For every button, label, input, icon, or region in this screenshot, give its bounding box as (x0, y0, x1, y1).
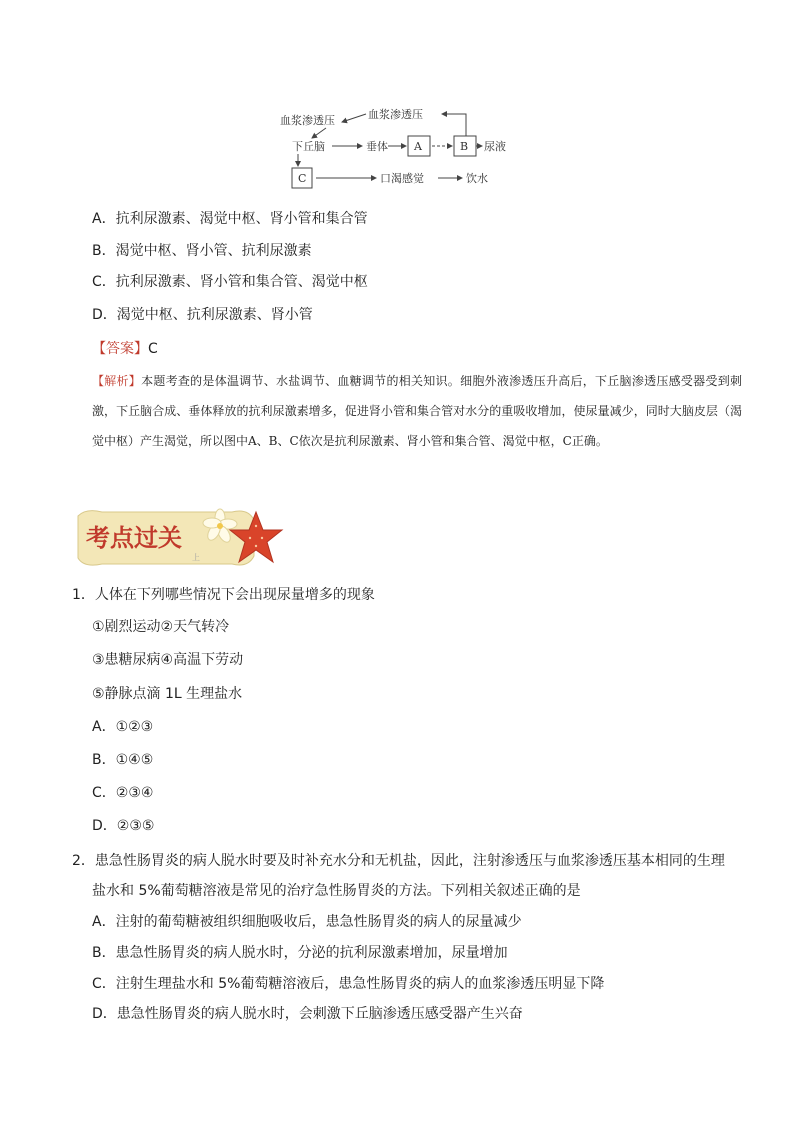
diagram-plasma-top: 血浆渗透压 (368, 108, 423, 121)
analysis-paragraph (92, 366, 742, 456)
banner-title: 考点过关 (86, 523, 182, 552)
diagram-drink: 饮水 (466, 172, 488, 185)
q2-option-d: D．患急性肠胃炎的病人脱水时，会刺激下丘脑渗透压感受器产生兴奋 (92, 1006, 523, 1022)
water-regulation-diagram (270, 100, 520, 195)
q2-option-b: B．患急性肠胃炎的病人脱水时，分泌的抗利尿激素增加，尿量增加 (92, 945, 508, 961)
q1-option-c: C．②③④ (92, 785, 154, 801)
diagram-label-a: A (414, 140, 422, 153)
diagram-plasma-left: 血浆渗透压 (280, 114, 335, 127)
q2-option-a: A．注射的葡萄糖被组织细胞吸收后，患急性肠胃炎的病人的尿量减少 (92, 914, 522, 930)
q1-option-d: D．②③⑤ (92, 818, 155, 834)
q1-item-1: ①剧烈运动②天气转冷 (92, 619, 230, 635)
q0-option-b: B．渴觉中枢、肾小管、抗利尿激素 (92, 243, 312, 259)
diagram-thirst: 口渴感觉 (380, 172, 424, 185)
analysis-text: 本题考查的是体温调节、水盐调节、血糖调节的相关知识。细胞外液渗透压升高后，下丘脑渗透压感受器受到刺激，下丘脑合成、垂体释放的抗利尿激素增多，促进肾小管和集合管对水分的重吸收增加，使尿量减少，同时大脑皮层（渴觉中枢）产生渴觉，所以图中A、B、C依次是抗利尿激素、肾小管和集合管、渴觉中枢，C正确。 (92, 374, 742, 448)
q2-option-c: C．注射生理盐水和 5%葡萄糖溶液后，患急性肠胃炎的病人的血浆渗透压明显下降 (92, 976, 605, 992)
q1-stem: 1．人体在下列哪些情况下会出现尿量增多的现象 (72, 587, 375, 603)
q1-option-a: A．①②③ (92, 719, 154, 735)
diagram-label-b: B (460, 140, 469, 153)
q0-option-c: C．抗利尿激素、肾小管和集合管、渴觉中枢 (92, 274, 368, 290)
q1-item-2: ③患糖尿病④高温下劳动 (92, 652, 244, 668)
analysis-label: 【解析】 (92, 374, 142, 388)
diagram-label-c: C (298, 172, 307, 185)
q2-stem-line1: 2．患急性肠胃炎的病人脱水时要及时补充水分和无机盐，因此，注射渗透压与血浆渗透压基本相同的生理 (72, 853, 725, 869)
q0-option-d: D．渴觉中枢、抗利尿激素、肾小管 (92, 307, 313, 323)
answer-line (92, 340, 158, 358)
answer-label: 【答案】 (92, 341, 148, 357)
answer-value: C (148, 341, 158, 357)
diagram-pituitary: 垂体 (366, 140, 388, 153)
diagram-hypothalamus: 下丘脑 (292, 140, 325, 153)
q1-item-3: ⑤静脉点滴 1L 生理盐水 (92, 686, 243, 702)
diagram-urine: 尿液 (484, 140, 506, 153)
q0-option-a: A．抗利尿激素、渴觉中枢、肾小管和集合管 (92, 211, 368, 227)
q1-option-b: B．①④⑤ (92, 752, 154, 768)
section-banner (72, 504, 288, 572)
banner-subtitle: 上 (192, 553, 200, 562)
q2-stem-line2: 盐水和 5%葡萄糖溶液是常见的治疗急性肠胃炎的方法。下列相关叙述正确的是 (92, 883, 581, 899)
